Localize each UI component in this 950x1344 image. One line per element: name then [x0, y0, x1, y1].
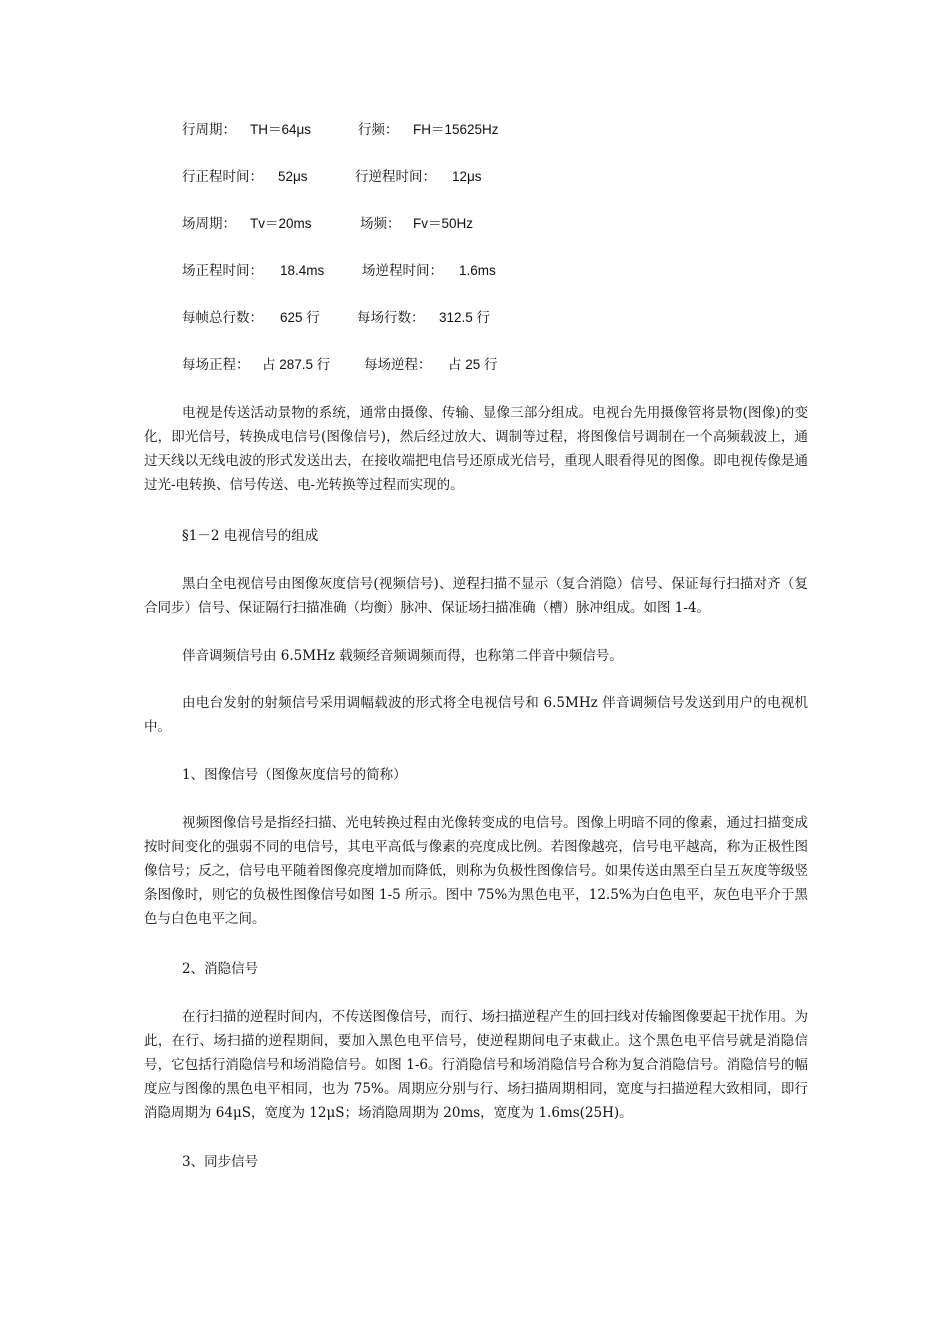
param-value: TH＝64μs — [250, 122, 312, 137]
param-label: 每场逆程： — [364, 357, 432, 373]
param-value: 1.6ms — [459, 263, 496, 278]
blanking-paragraph: 在行扫描的逆程时间内，不传送图像信号，而行、场扫描逆程产生的回扫线对传输图像要起干扰作用。为此，在行、场扫描的逆程期间，要加入黑色电平信号，使逆程期间电子束截止。这个黑色电平信号就是消隐信号，它包括行消隐信号和场消隐信号。如图 1-6。行消隐信号和场消隐信号合称为复合消隐信号。消隐信号的幅度应与图像的黑色电平相同，也为 75%。周期应分别与行、场扫描周期相同，宽度与扫描逆程大致相同，即行消隐周期为 64μS，宽度为 12μS；场消隐周期为 20ms，宽度为 1.6ms(25H)。 — [144, 1009, 808, 1121]
image-signal-paragraph: 视频图像信号是指经扫描、光电转换过程由光像转变成的电信号。图像上明暗不同的像素，通过扫描变成按时间变化的强弱不同的电信号，其电平高低与像素的亮度成比例。若图像越亮，信号电平越高，称为正极性图像信号；反之，信号电平随着图像亮度增加而降低，则称为负极性图像信号。如果传送由黑至白呈五灰度等级竖条图像时，则它的负极性图像信号如图 1-5 所示。图中 75%为黑色电平，12.5%为白色电平，灰色电平介于黑色与白色电平之间。 — [144, 815, 808, 927]
composition-paragraph: 黑白全电视信号由图像灰度信号(视频信号)、逆程扫描不显示（复合消隐）信号、保证每行扫描对齐（复合同步）信号、保证隔行扫描准确（均衡）脉冲、保证场扫描准确（槽）脉冲组成。如图 1-4。 — [144, 576, 808, 616]
param-value: FH＝15625Hz — [413, 122, 499, 137]
section-heading: §1－2 电视信号的组成 — [182, 528, 319, 544]
param-value: 625 行 — [280, 310, 320, 325]
rf-paragraph: 由电台发射的射频信号采用调幅载波的形式将全电视信号和 6.5MHz 伴音调频信号发送到用户的电视机中。 — [144, 695, 808, 735]
param-value: 312.5 行 — [439, 310, 491, 325]
param-value: 18.4ms — [280, 263, 325, 278]
param-label: 每帧总行数： — [182, 310, 263, 326]
param-label: 行周期： — [182, 122, 236, 138]
intro-paragraph: 电视是传送活动景物的系统，通常由摄像、传输、显像三部分组成。电视台先用摄像管将景物(图像)的变化，即光信号，转换成电信号(图像信号)，然后经过放大、调制等过程，将图像信号调制在一个高频载波上，通过天线以无线电波的形式发送出去，在接收端把电信号还原成光信号，重现人眼看得见的图像。即电视传像是通过光-电转换、信号传送、电-光转换等过程而实现的。 — [144, 405, 808, 493]
param-label: 场周期： — [182, 216, 236, 232]
heading-blanking-signal: 2、消隐信号 — [182, 961, 259, 977]
param-value: Fv＝50Hz — [413, 216, 474, 231]
param-value: 12μs — [452, 169, 482, 184]
param-label: 行频： — [358, 122, 399, 138]
audio-paragraph: 伴音调频信号由 6.5MHz 载频经音频调频而得，也称第二伴音中频信号。 — [182, 648, 623, 664]
param-label: 每场正程： — [182, 357, 250, 373]
param-label: 行正程时间： — [182, 169, 263, 185]
param-label: 场正程时间： — [182, 263, 263, 279]
param-label: 行逆程时间： — [355, 169, 436, 185]
param-value: 占 287.5 行 — [262, 357, 331, 372]
param-value: 52μs — [278, 169, 308, 184]
heading-image-signal: 1、图像信号（图像灰度信号的简称） — [182, 767, 407, 783]
param-value: Tv＝20ms — [250, 216, 312, 231]
param-label: 场频： — [360, 216, 401, 232]
param-label: 场逆程时间： — [362, 263, 443, 279]
param-value: 占 25 行 — [448, 357, 498, 372]
heading-sync-signal: 3、同步信号 — [182, 1154, 259, 1170]
param-label: 每场行数： — [357, 310, 425, 326]
